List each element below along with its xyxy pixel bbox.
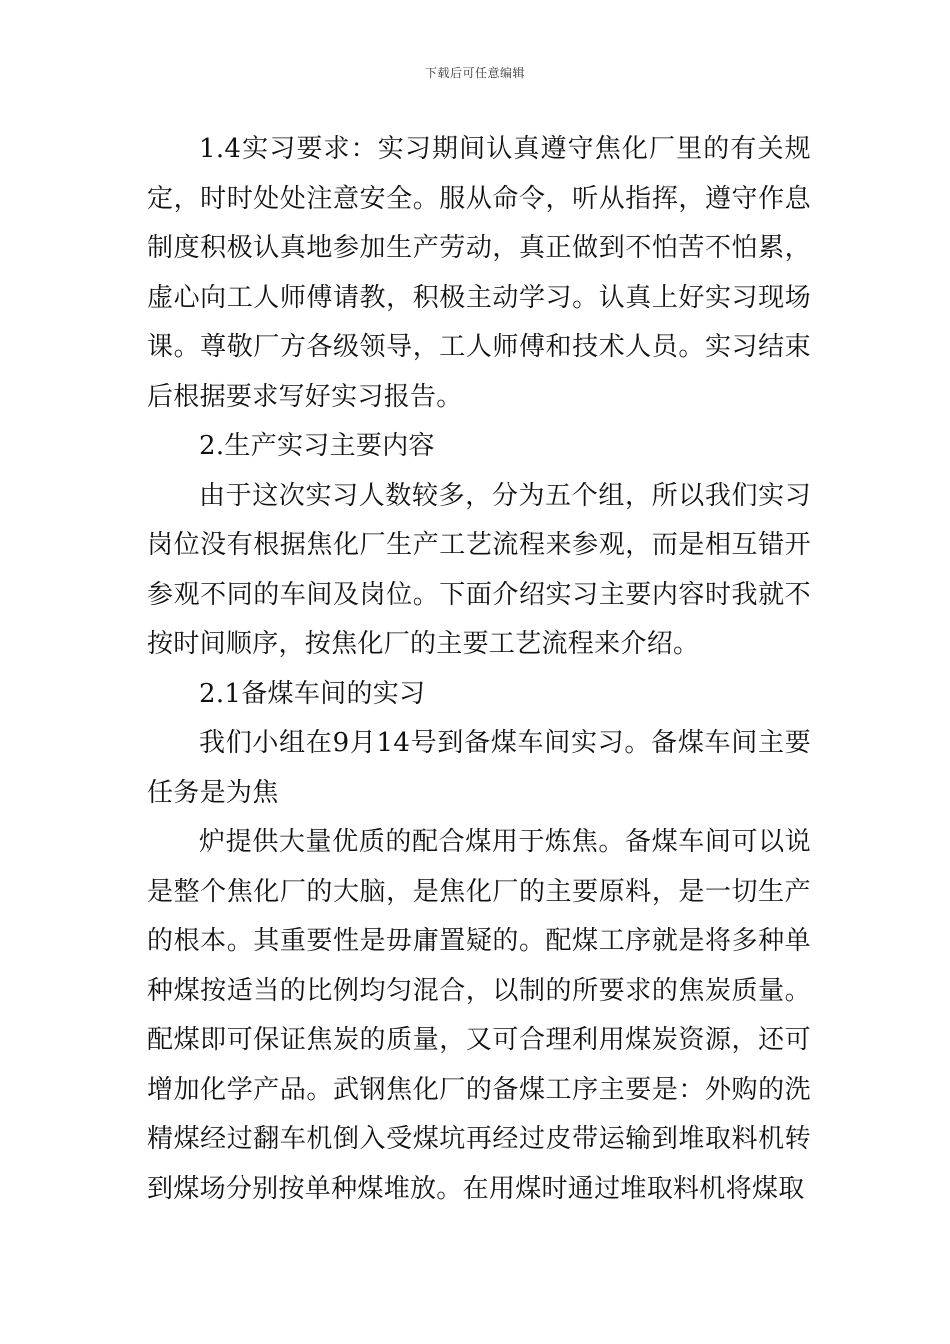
- section-heading-coal-preparation: 2.1备煤车间的实习: [199, 678, 426, 709]
- document-body: [147, 125, 811, 1214]
- page-header: 下载后可任意编辑: [424, 66, 525, 80]
- paragraph-internship-arrangement: 由于这次实习人数较多，分为五个组，所以我们实习岗位没有根据焦化厂生产工艺流程来参观，而是相互错开参观不同的车间及岗位。下面介绍实习主要内容时我就不按时间顺序，按焦化厂的主要工艺流程来介绍。: [147, 480, 811, 659]
- paragraph-internship-requirements: 1.4实习要求：实习期间认真遵守焦化厂里的有关规定，时时处处注意安全。服从命令，听从指挥，遵守作息制度积极认真地参加生产劳动，真正做到不怕苦不怕累，虚心向工人师傅请教，积极主动学习。认真上好实习现场课。尊敬厂方各级领导，工人师傅和技术人员。实习结束后根据要求写好实习报告。: [147, 134, 811, 412]
- paragraph-coal-preparation-intro: 我们小组在9月14号到备煤车间实习。备煤车间主要任务是为焦: [147, 728, 811, 808]
- paragraph-coal-preparation-details: 炉提供大量优质的配合煤用于炼焦。备煤车间可以说是整个焦化厂的大脑，是焦化厂的主要原料，是一切生产的根本。其重要性是毋庸置疑的。配煤工序就是将多种单种煤按适当的比例均匀混合，以制的所要求的焦炭质量。配煤即可保证焦炭的质量，又可合理利用煤炭资源，还可增加化学产品。武钢焦化厂的备煤工序主要是：外购的洗精煤经过翻车机倒入受煤坑再经过皮带运输到堆取料机转到煤场分别按单种煤堆放。在用煤时通过堆取料机将煤取: [147, 827, 811, 1204]
- section-heading-main-content: 2.生产实习主要内容: [199, 431, 435, 461]
